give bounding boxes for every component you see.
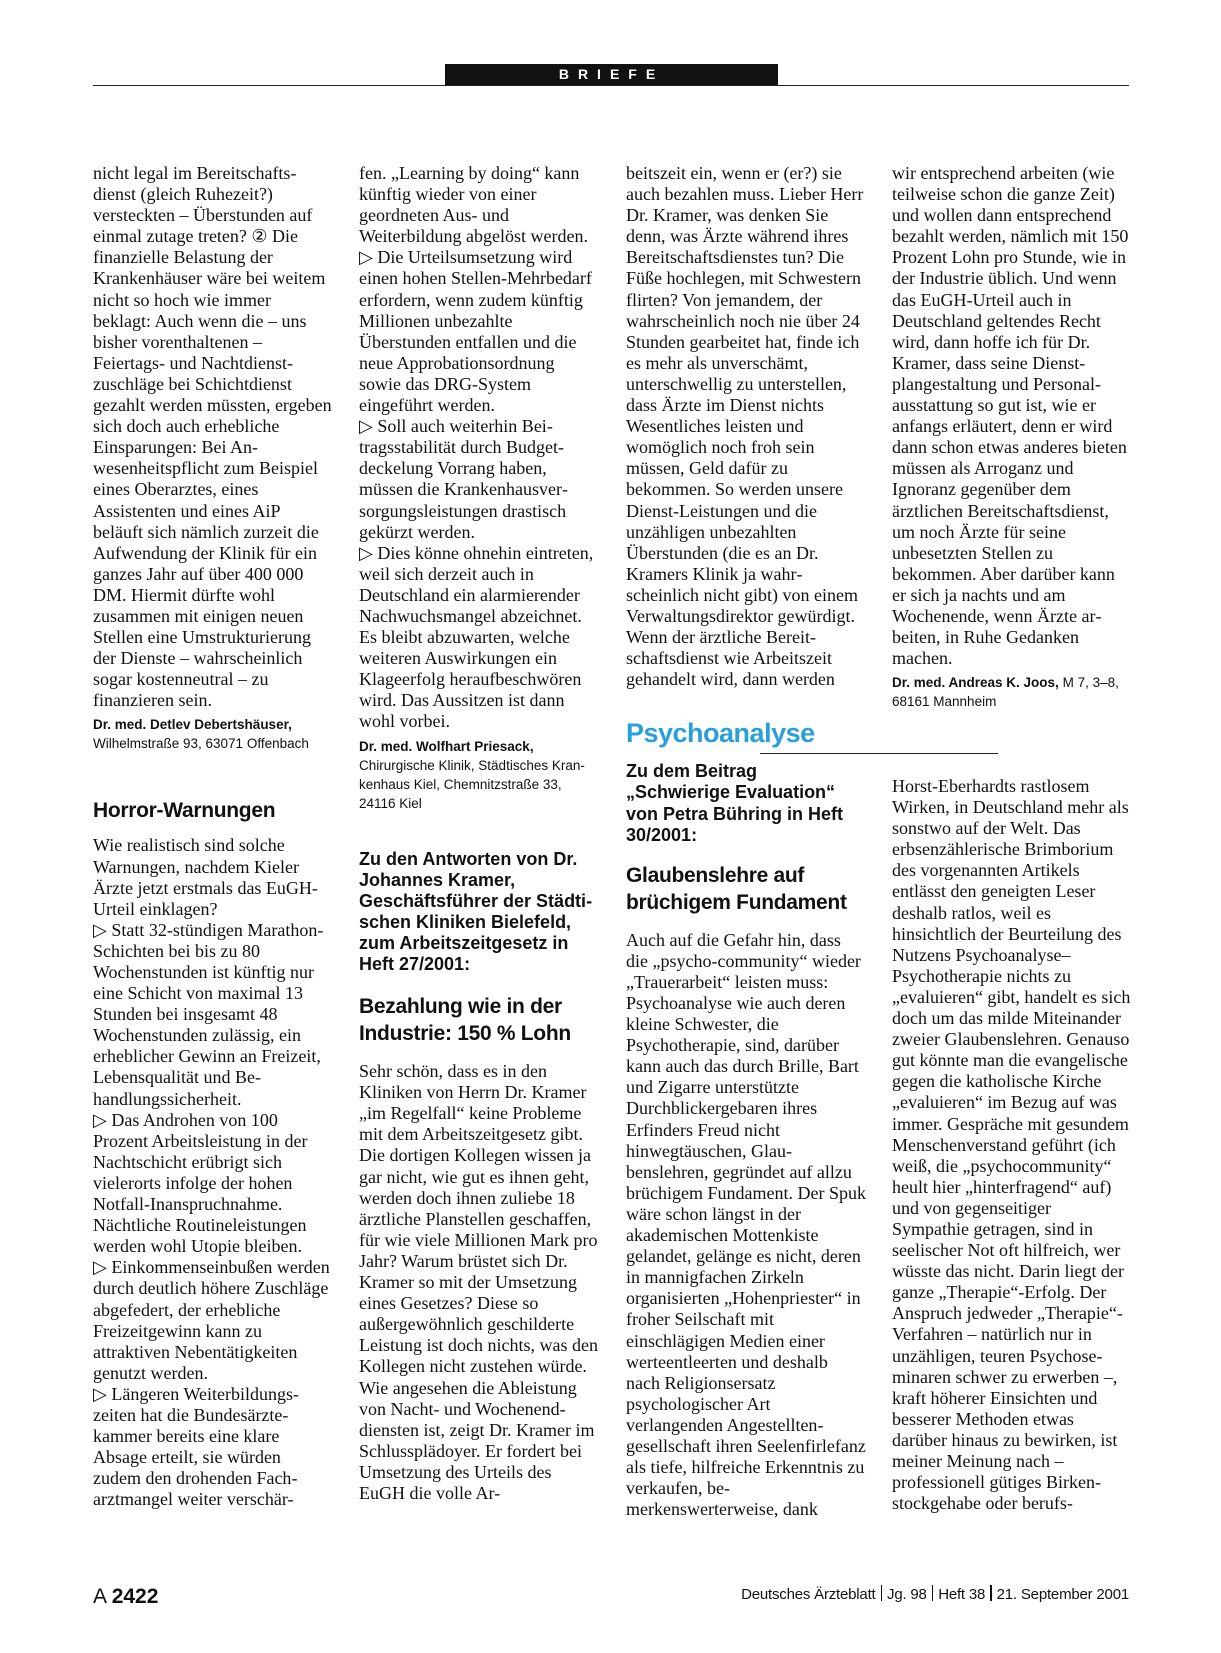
letter-text: beitszeit ein, wenn er (er?) sie auch bezahlen muss. Lieber Herr Dr. Kramer, was denken Sie denn, was Ärzte während ihres Bereitschaftsdienstes tun? Die Füße hochlegen, mit Schwestern flirten? Von jemandem, der wahrscheinlich noch nie über 24 Stunden gearbeitet hat, finde ich es mehr als unverschämt, unterschwellig zu unterstellen, dass Ärzte im Dienst nichts Wesentliches leisten und womöglich noch froh sein müssen, Geld dafür zu bekommen. So werden unsere Dienst-Leistungen und die unzähligen unbezahlten Überstunden (die es an Dr. Kramers Klinik ja wahrscheinlich nicht gibt) von einem Verwaltungsdirektor gewürdigt. bbox=[626, 163, 864, 626]
letter-text: ▷ Das Androhen von 100 Prozent Arbeitsleistung in der Nachtschicht erübrigt sich vielerorts infolge der hohen Notfall-Inanspruchnahme. Nächtliche Routineleistungen werden wohl Utopie bleiben. bbox=[93, 1109, 308, 1257]
header-rule bbox=[93, 85, 1129, 86]
divider-rule bbox=[760, 753, 998, 754]
journal-date: 21. September 2001 bbox=[996, 1586, 1129, 1603]
signature-address: Chirurgische Klinik, Städtisches Krankenhaus Kiel, Chemnitzstraße 33, 24116 Kiel bbox=[359, 757, 585, 811]
column-4-lower bbox=[892, 776, 1132, 1514]
letter-signature bbox=[93, 715, 333, 753]
reference-note: Zu den Antworten von Dr. Johannes Kramer, Geschäftsführer der Städtischen Kliniken Bielefeld, zum Arbeitszeitgesetz in Heft 27/2001: bbox=[359, 848, 593, 974]
letter-text: wir entsprechend arbeiten (wie teilweise schon die ganze Zeit) und wollen dann entsprechend bezahlt werden, nämlich mit 150 Prozent Lohn pro Stunde, wie in der Industrie üblich. Und wenn das EuGH-Urteil auch in Deutschland geltendes Recht wird, dann hoffe ich für Dr. Kramer, dass seine Dienstplangestaltung und Personalausstattung so gut ist, wie er anfangs erläutert, denn er wird dann schon etwas anderes bieten müssen als Arroganz und Ignoranz gegenüber dem ärztlichen Bereitschaftsdienst, um noch Ärzte für seine unbesetzten Stellen zu bekommen. Aber darüber kann er sich ja nachts und am Wochenende, wenn Ärzte arbeiten, in Ruhe Gedanken machen. bbox=[892, 163, 1129, 669]
signature-address: M 7, 3–8, 68161 Mannheim bbox=[892, 675, 1119, 710]
journal-volume: Jg. 98 bbox=[887, 1586, 927, 1603]
journal-footer bbox=[741, 1585, 1129, 1603]
letter-heading: Bezahlung wie in der Industrie: 150 % Lohn bbox=[359, 995, 571, 1046]
reference-note: Zu dem Beitrag „Schwierige Evaluation“ von Petra Bühring in Heft 30/2001: bbox=[626, 761, 844, 845]
column-2 bbox=[359, 163, 599, 1504]
page-number bbox=[93, 1585, 158, 1609]
letter-text: ▷ Dies könne ohnehin eintreten, weil sich derzeit auch in Deutschland ein alarmierender Nachwuchsmangel abzeichnet. bbox=[359, 542, 594, 626]
letter-text: Wie realistisch sind solche Warnungen, nachdem Kieler Ärzte jetzt erstmals das EuGH-Urteil einklagen? bbox=[93, 835, 318, 919]
letter-heading: Glaubenslehre auf brüchigem Fundament bbox=[626, 863, 847, 914]
letter-text: Sehr schön, dass es in den Kliniken von Herrn Dr. Kramer „im Regelfall“ keine Probleme mit dem Arbeitszeitgesetz gibt. Die dortigen Kollegen wissen ja gar nicht, wie gut es ihnen geht, werden doch ihnen zuliebe 18 ärztliche Planstellen geschaffen, für wie viele Millionen Mark pro Jahr? Warum brüstet sich Dr. Kramer so mit der Umsetzung eines Gesetzes? Diese so außergewöhnlich geschilderte Leistung ist doch nichts, was den Kollegen nicht zustehen würde. Wie angesehen die Ableistung von Nacht- und Wochenenddiensten ist, zeigt Dr. Kramer im Schlussplädoyer. Er fordert bei Umsetzung des Urteils des EuGH die volle Ar- bbox=[359, 1061, 598, 1503]
letter-text: ▷ Statt 32-stündigen Marathon-Schichten bei bis zu 80 Wochenstunden ist künftig nur eine Schicht von maximal 13 Stunden bei insgesamt 48 Wochenstunden zulässig, ein erheblicher Gewinn an Freizeit, Lebensqualität und Behandlungssicherheit. bbox=[93, 919, 324, 1109]
page-prefix: A bbox=[93, 1585, 106, 1608]
section-title: Psychoanalyse bbox=[626, 718, 815, 749]
journal-issue: Heft 38 bbox=[938, 1586, 986, 1603]
letter-text: ▷ Die Urteilsumsetzung wird einen hohen Stellen-Mehrbedarf erfordern, wenn zudem künftig Millionen unbezahlte Überstunden entfallen und die neue Approbationsordnung sowie das DRG-System eingeführt werden. bbox=[359, 247, 592, 416]
letter-text: ▷ Soll auch weiterhin Beitragsstabilität durch Budgetdeckelung Vorrang haben, müssen die Krankenhausversorgungsleistungen drastisch gekürzt werden. bbox=[359, 416, 568, 542]
signature-name: Dr. med. Detlev Debertshäuser, bbox=[93, 717, 292, 733]
letter-text: Wenn der ärztliche Bereitschaftsdienst wie Arbeitszeit gehandelt wird, dann werden bbox=[626, 627, 835, 690]
letter-signature bbox=[359, 737, 599, 813]
journal-name: Deutsches Ärzteblatt bbox=[741, 1586, 876, 1603]
letter-text: Es bleibt abzuwarten, welche weiteren Auswirkungen ein Klageerfolg heraufbeschwören wird. Das Aussitzen ist dann wohl vorbei. bbox=[359, 627, 582, 732]
column-4 bbox=[892, 163, 1132, 711]
letter-text: Auch auf die Gefahr hin, dass die „psycho-community“ wieder „Trauerarbeit“ leisten muss: Psychoanalyse wie auch deren kleine Schwester, die Psychotherapie, sind, darüber kann auch das durch Brille, Bart und Zigarre unterstützte Durchblickergebaren ihres Erfinders Freud nicht hinwegtäuschen, Glaubenslehren, gegründet auf allzu brüchigem Fundament. Der Spuk wäre schon längst in der akademischen Mottenkiste gelandet, gelänge es nicht, deren in mannigfachen Zirkeln organisierten „Hohenpriester“ in froher Seilschaft mit einschlägigen Medien einer werteentleerten und deshalb nach Religionsersatz psychologischer Art verlangenden Angestelltengesellschaft ihren Seelenfirlefanz als tiefe, hilfreiche Erkenntnis zu verkaufen, bemerkenswerterweise, dank bbox=[626, 929, 866, 1520]
letter-text: ▷ Einkommenseinbußen werden durch deutlich höhere Zuschläge abgefedert, der erhebliche Freizeitgewinn kann zu attraktiven Nebentätigkeiten genutzt werden. bbox=[93, 1257, 330, 1383]
column-1 bbox=[93, 163, 333, 1510]
letter-text: Horst-Eberhardts rastlosem Wirken, in Deutschland mehr als sonstwo auf der Welt. Das erbsenzählerische Brimborium des vorgenannten Artikels entlässt den geneigten Leser deshalb ratlos, weil es hinsichtlich der Beurteilung des Nutzens Psychoanalyse–Psychotherapie nichts zu „evaluieren“ gibt, handelt es sich doch um das milde Miteinander zweier Glaubenslehren. Genauso gut könnte man die evangelische gegen die katholische Kirche „evaluieren“ im Bezug auf was immer. Gespräche mit gesundem Menschenverstand geführt (ich weiß, die „psychocommunity“ heult hier „hinterfragend“ auf) und von gegenseitiger Sympathie getragen, sind in seelischer Not oft hilfreich, wer wüsste das nicht. Darin liegt der ganze „Therapie“-Erfolg. Der Anspruch jedweder „Therapie“-Verfahren – natürlich nur in unzähligen, teuren Psychoseminaren schwer zu erwerben –, kraft höherer Einsichten und besserer Methoden etwas darüber hinaus zu bewirken, ist meiner Meinung nach – professionell gütiges Birkenstockgehabe oder berufs- bbox=[892, 776, 1131, 1514]
signature-address: Wilhelmstraße 93, 63071 Offenbach bbox=[93, 736, 309, 752]
footer-separator bbox=[881, 1585, 883, 1601]
signature-name: Dr. med. Andreas K. Joos, bbox=[892, 675, 1059, 691]
signature-name: Dr. med. Wolfhart Priesack, bbox=[359, 738, 534, 754]
footer-separator bbox=[990, 1585, 992, 1601]
column-3 bbox=[626, 163, 866, 1520]
letter-signature bbox=[892, 673, 1132, 711]
footer-separator bbox=[932, 1585, 934, 1601]
letter-text: fen. „Learning by doing“ kann künftig wieder von einer geordneten Aus- und Weiterbildung abgelöst werden. bbox=[359, 163, 588, 247]
letter-text: ▷ Längeren Weiterbildungszeiten hat die Bundesärztekammer bereits eine klare Absage erteilt, sie würden zudem den drohenden Facharztmangel weiter verschär- bbox=[93, 1383, 300, 1510]
section-header: BRIEFE bbox=[445, 64, 778, 85]
letter-heading: Horror-Warnungen bbox=[93, 799, 276, 823]
letter-text: nicht legal im Bereitschaftsdienst (gleich Ruhezeit?) versteckten – Überstunden auf einmal zutage treten? ② Die finanzielle Belastung der Krankenhäuser wäre bei weitem nicht so hoch wie immer beklagt: Auch wenn die – uns bisher vorenthaltenen – Feiertags- und Nachtdienstzuschläge bei Schichtdienst gezahlt werden müssten, ergeben sich doch auch erhebliche Einsparungen: Bei Anwesenheitspflicht zum Beispiel eines Oberarztes, eines Assistenten und eines AiP beläuft sich nämlich zurzeit die Aufwendung der Klinik für ein ganzes Jahr auf über 400 000 DM. Hiermit dürfte wohl zusammen mit einigen neuen Stellen eine Umstrukturierung der Dienste – wahrscheinlich sogar kostenneutral – zu finanzieren sein. bbox=[93, 163, 332, 711]
page-number-value: 2422 bbox=[111, 1585, 159, 1608]
